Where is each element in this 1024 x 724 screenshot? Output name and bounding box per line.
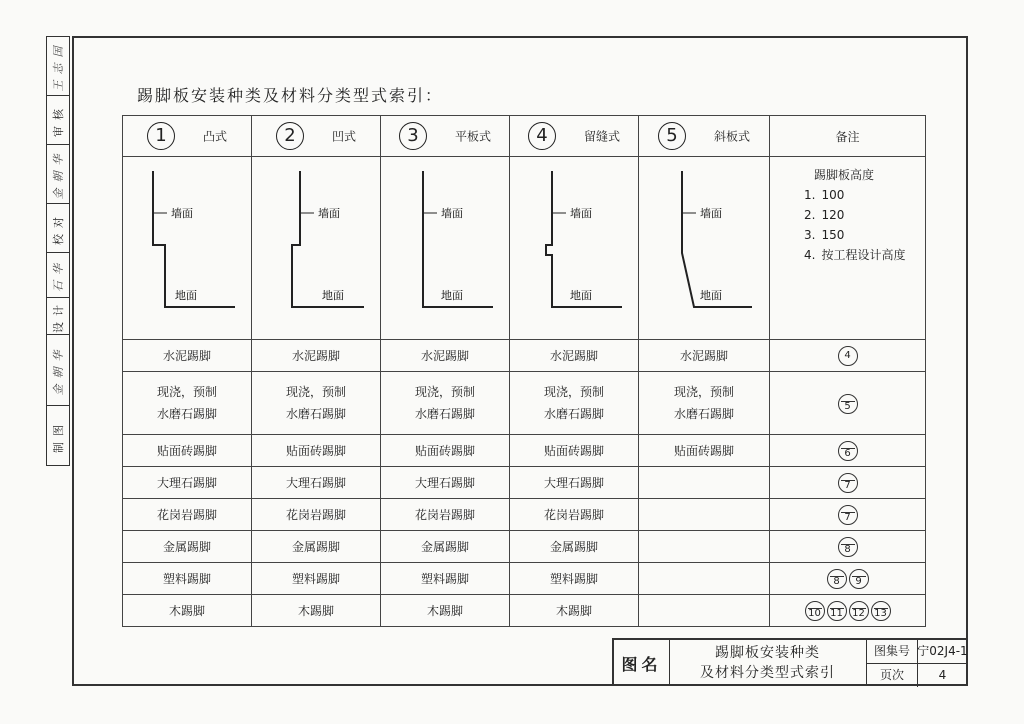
profile-svg: [252, 157, 380, 329]
material-cell: [639, 499, 770, 531]
material-row: [123, 563, 926, 595]
detail-reference: [770, 340, 926, 372]
detail-index-icon[interactable]: 5: [838, 394, 858, 414]
material-row: [123, 499, 926, 531]
detail-index-icon[interactable]: 7: [838, 473, 858, 493]
diagram-row: [123, 157, 926, 340]
material-row: [123, 372, 926, 435]
type-number: 3: [399, 122, 427, 150]
material-cell: 贴面砖踢脚: [639, 435, 770, 467]
wall-label: 墙面: [171, 207, 193, 220]
detail-index-icon[interactable]: 8: [838, 537, 858, 557]
notes-title: 踢脚板高度: [814, 168, 875, 182]
material-cell: 金属踢脚: [381, 531, 510, 563]
title-block: [612, 638, 968, 686]
page-label: 页次: [867, 663, 918, 687]
detail-reference: [770, 531, 926, 563]
detail-index-icon[interactable]: 9: [849, 569, 869, 589]
detail-index-icon[interactable]: 10: [805, 601, 825, 621]
type-header-2: [252, 116, 381, 157]
profile-diagram-5: [639, 157, 770, 340]
material-cell: 水泥踢脚: [381, 340, 510, 372]
profile-diagram-4: [510, 157, 639, 340]
profile-svg: [640, 157, 768, 329]
material-cell: 大理石踢脚: [252, 467, 381, 499]
material-cell: 大理石踢脚: [510, 467, 639, 499]
type-label: 斜板式: [713, 129, 750, 144]
drawing-title: 踢脚板安装种类 及材料分类型式索引: [669, 640, 867, 686]
signature: 王志国: [47, 37, 69, 96]
height-notes: [770, 157, 926, 340]
material-cell: 塑料踢脚: [381, 563, 510, 595]
floor-label: 地面: [570, 289, 592, 302]
profile-diagram-2: [252, 157, 381, 340]
material-cell: 木踢脚: [252, 595, 381, 627]
title-label: 图名: [614, 640, 670, 686]
detail-index-icon[interactable]: 12: [849, 601, 869, 621]
material-cell: 木踢脚: [123, 595, 252, 627]
notes-header: 备注: [770, 116, 926, 157]
page-number: 4: [917, 663, 968, 687]
detail-reference: [770, 435, 926, 467]
type-number: 4: [528, 122, 556, 150]
index-table: [122, 115, 926, 627]
wall-label: 墙面: [318, 207, 340, 220]
type-label: 凹式: [331, 129, 356, 144]
material-cell: 花岗岩踢脚: [510, 499, 639, 531]
type-header-1: [123, 116, 252, 157]
sidebar-label: 审核: [47, 96, 69, 145]
type-header-3: [381, 116, 510, 157]
material-cell: 现浇，预制 水磨石踢脚: [639, 372, 770, 435]
signature: 金朝华: [47, 145, 69, 204]
type-header-5: [639, 116, 770, 157]
material-row: [123, 467, 926, 499]
floor-label: 地面: [700, 289, 722, 302]
note-item: 2. 120: [804, 208, 845, 222]
type-number: 1: [147, 122, 175, 150]
type-label: 平板式: [454, 129, 491, 144]
material-cell: 贴面砖踢脚: [510, 435, 639, 467]
material-cell: [639, 531, 770, 563]
profile-svg: [123, 157, 251, 329]
detail-reference: [770, 563, 926, 595]
detail-reference: [770, 499, 926, 531]
material-cell: 水泥踢脚: [252, 340, 381, 372]
detail-index-icon[interactable]: 8: [827, 569, 847, 589]
material-cell: 塑料踢脚: [123, 563, 252, 595]
material-cell: 金属踢脚: [510, 531, 639, 563]
material-cell: 水泥踢脚: [123, 340, 252, 372]
material-cell: 水泥踢脚: [639, 340, 770, 372]
material-cell: 金属踢脚: [123, 531, 252, 563]
atlas-number: 宁02J4-1: [917, 644, 968, 658]
material-row: [123, 595, 926, 627]
material-row: [123, 531, 926, 563]
profile-svg: [381, 157, 509, 329]
type-label: 留缝式: [583, 129, 620, 144]
sidebar-label: 制图: [52, 418, 65, 453]
profile-diagram-3: [381, 157, 510, 340]
material-cell: 塑料踢脚: [252, 563, 381, 595]
detail-reference: [770, 372, 926, 435]
note-item: 1. 100: [804, 188, 845, 202]
atlas-label: 图集号: [867, 640, 918, 663]
detail-reference: [770, 467, 926, 499]
material-cell: 大理石踢脚: [381, 467, 510, 499]
material-cell: 贴面砖踢脚: [381, 435, 510, 467]
material-row: [123, 340, 926, 372]
material-cell: 塑料踢脚: [510, 563, 639, 595]
detail-index-icon[interactable]: 11: [827, 601, 847, 621]
material-cell: 花岗岩踢脚: [123, 499, 252, 531]
wall-label: 墙面: [570, 207, 592, 220]
material-cell: 木踢脚: [381, 595, 510, 627]
material-cell: 金属踢脚: [252, 531, 381, 563]
type-label: 凸式: [202, 129, 227, 144]
wall-label: 墙面: [700, 207, 722, 220]
detail-reference: [770, 595, 926, 627]
note-item: 3. 150: [804, 228, 845, 242]
detail-index-icon[interactable]: 6: [838, 441, 858, 461]
material-cell: 贴面砖踢脚: [123, 435, 252, 467]
type-header-4: [510, 116, 639, 157]
floor-label: 地面: [322, 289, 344, 302]
floor-label: 地面: [441, 289, 463, 302]
type-number: 2: [276, 122, 304, 150]
material-cell: [639, 467, 770, 499]
profile-diagram-1: [123, 157, 252, 340]
material-cell: 现浇，预制 水磨石踢脚: [123, 372, 252, 435]
sidebar-label: 设计: [47, 298, 69, 335]
detail-index-icon[interactable]: 4: [838, 346, 858, 366]
detail-index-icon[interactable]: 13: [871, 601, 891, 621]
material-cell: 现浇，预制 水磨石踢脚: [510, 372, 639, 435]
type-number: 5: [658, 122, 686, 150]
material-cell: 大理石踢脚: [123, 467, 252, 499]
material-row: [123, 435, 926, 467]
material-cell: [639, 595, 770, 627]
page-heading: 踢脚板安装种类及材料分类型式索引：: [137, 86, 444, 105]
floor-label: 地面: [175, 289, 197, 302]
material-cell: [639, 563, 770, 595]
detail-index-icon[interactable]: 7: [838, 505, 858, 525]
profile-svg: [510, 157, 638, 329]
header-row: [123, 116, 926, 157]
material-cell: 现浇，预制 水磨石踢脚: [252, 372, 381, 435]
material-cell: 现浇，预制 水磨石踢脚: [381, 372, 510, 435]
material-cell: 贴面砖踢脚: [252, 435, 381, 467]
material-cell: 水泥踢脚: [510, 340, 639, 372]
signature: 金朝华: [47, 335, 69, 407]
material-cell: 木踢脚: [510, 595, 639, 627]
material-cell: 花岗岩踢脚: [381, 499, 510, 531]
note-item: 4. 按工程设计高度: [804, 248, 906, 262]
sidebar-label: 校对: [47, 204, 69, 253]
material-cell: 花岗岩踢脚: [252, 499, 381, 531]
signature: 石华: [47, 253, 69, 298]
wall-label: 墙面: [441, 207, 463, 220]
approval-sidebar: [46, 36, 70, 466]
